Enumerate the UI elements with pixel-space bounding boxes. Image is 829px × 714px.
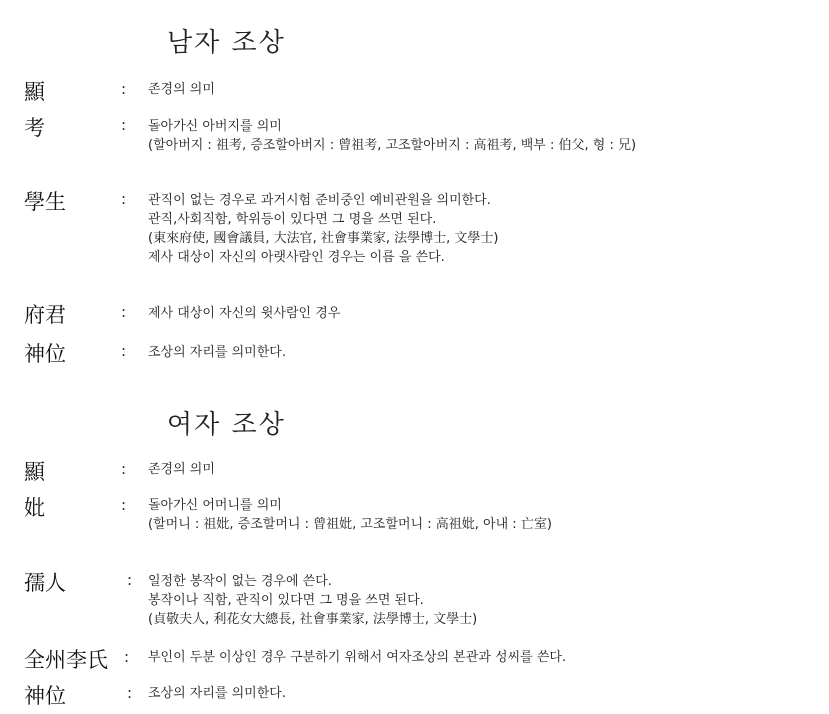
def-line: 제사 대상이 자신의 아랫사람인 경우는 이름 을 쓴다.	[148, 250, 445, 265]
male-term-sinwi: 神位	[24, 342, 66, 366]
male-colon-hyeon: :	[121, 80, 127, 98]
def-line: 조상의 자리를 의미한다.	[148, 686, 286, 701]
def-line: 제사 대상이 자신의 윗사람인 경우	[148, 306, 341, 321]
female-def-jeonju-lee	[148, 648, 566, 667]
male-colon-haksaeng: :	[121, 190, 127, 208]
female-colon-yuin: :	[127, 571, 133, 589]
female-def-yuin	[148, 572, 477, 629]
female-colon-jeonju-lee: :	[124, 648, 130, 666]
male-def-go	[148, 117, 636, 155]
male-def-bugun	[148, 304, 340, 323]
male-def-hyeon	[148, 80, 215, 99]
def-line: 돌아가신 아버지를 의미	[148, 119, 282, 134]
female-term-yuin: 孺人	[24, 571, 66, 595]
male-term-haksaeng: 學生	[24, 190, 66, 214]
def-line: 부인이 두분 이상인 경우 구분하기 위해서 여자조상의 본관과 성씨를 쓴다.	[148, 650, 567, 665]
def-line: (할아버지 : 祖考, 증조할아버지 : 曾祖考, 고조할아버지 : 高祖考, 백부 : 伯父, 형 : 兄)	[148, 138, 637, 153]
female-def-bi	[148, 496, 552, 534]
def-line: 관직,사회직함, 학위등이 있다면 그 명을 쓰면 된다.	[148, 212, 437, 227]
def-line: 조상의 자리를 의미한다.	[148, 345, 286, 360]
female-term-sinwi: 神位	[24, 684, 66, 708]
def-line: 존경의 의미	[148, 462, 215, 477]
def-line: 돌아가신 어머니를 의미	[148, 498, 282, 513]
def-line: 일정한 봉작이 없는 경우에 쓴다.	[148, 574, 332, 589]
female-def-sinwi	[148, 684, 286, 703]
def-line: (할머니 : 祖妣, 증조할머니 : 曾祖妣, 고조할머니 : 高祖妣, 아내 : 亡室)	[148, 517, 552, 532]
female-section-title: 여자 조상	[167, 410, 286, 440]
male-term-bugun: 府君	[24, 303, 66, 327]
female-term-bi: 妣	[24, 496, 45, 520]
male-term-go: 考	[24, 116, 45, 140]
male-def-sinwi	[148, 343, 286, 362]
male-colon-bugun: :	[121, 303, 127, 321]
male-def-haksaeng	[148, 191, 498, 267]
female-colon-hyeon: :	[121, 460, 127, 478]
female-term-jeonju-lee: 全州李氏	[24, 648, 108, 672]
male-colon-sinwi: :	[121, 342, 127, 360]
def-line: (東來府使, 國會議員, 大法官, 社會事業家, 法學博士, 文學士)	[148, 231, 499, 246]
female-term-hyeon: 顯	[24, 460, 45, 484]
def-line: 봉작이나 직함, 관직이 있다면 그 명을 쓰면 된다.	[148, 593, 424, 608]
male-term-hyeon: 顯	[24, 80, 45, 104]
def-line: 관직이 없는 경우로 과거시험 준비중인 예비관원을 의미한다.	[148, 193, 491, 208]
male-colon-go: :	[121, 116, 127, 134]
def-line: 존경의 의미	[148, 82, 215, 97]
female-colon-sinwi: :	[127, 684, 133, 702]
male-section-title: 남자 조상	[167, 28, 286, 58]
female-def-hyeon	[148, 460, 215, 479]
def-line: (貞敬夫人, 利花女大總長, 社會事業家, 法學博士, 文學士)	[148, 612, 478, 627]
female-colon-bi: :	[121, 496, 127, 514]
